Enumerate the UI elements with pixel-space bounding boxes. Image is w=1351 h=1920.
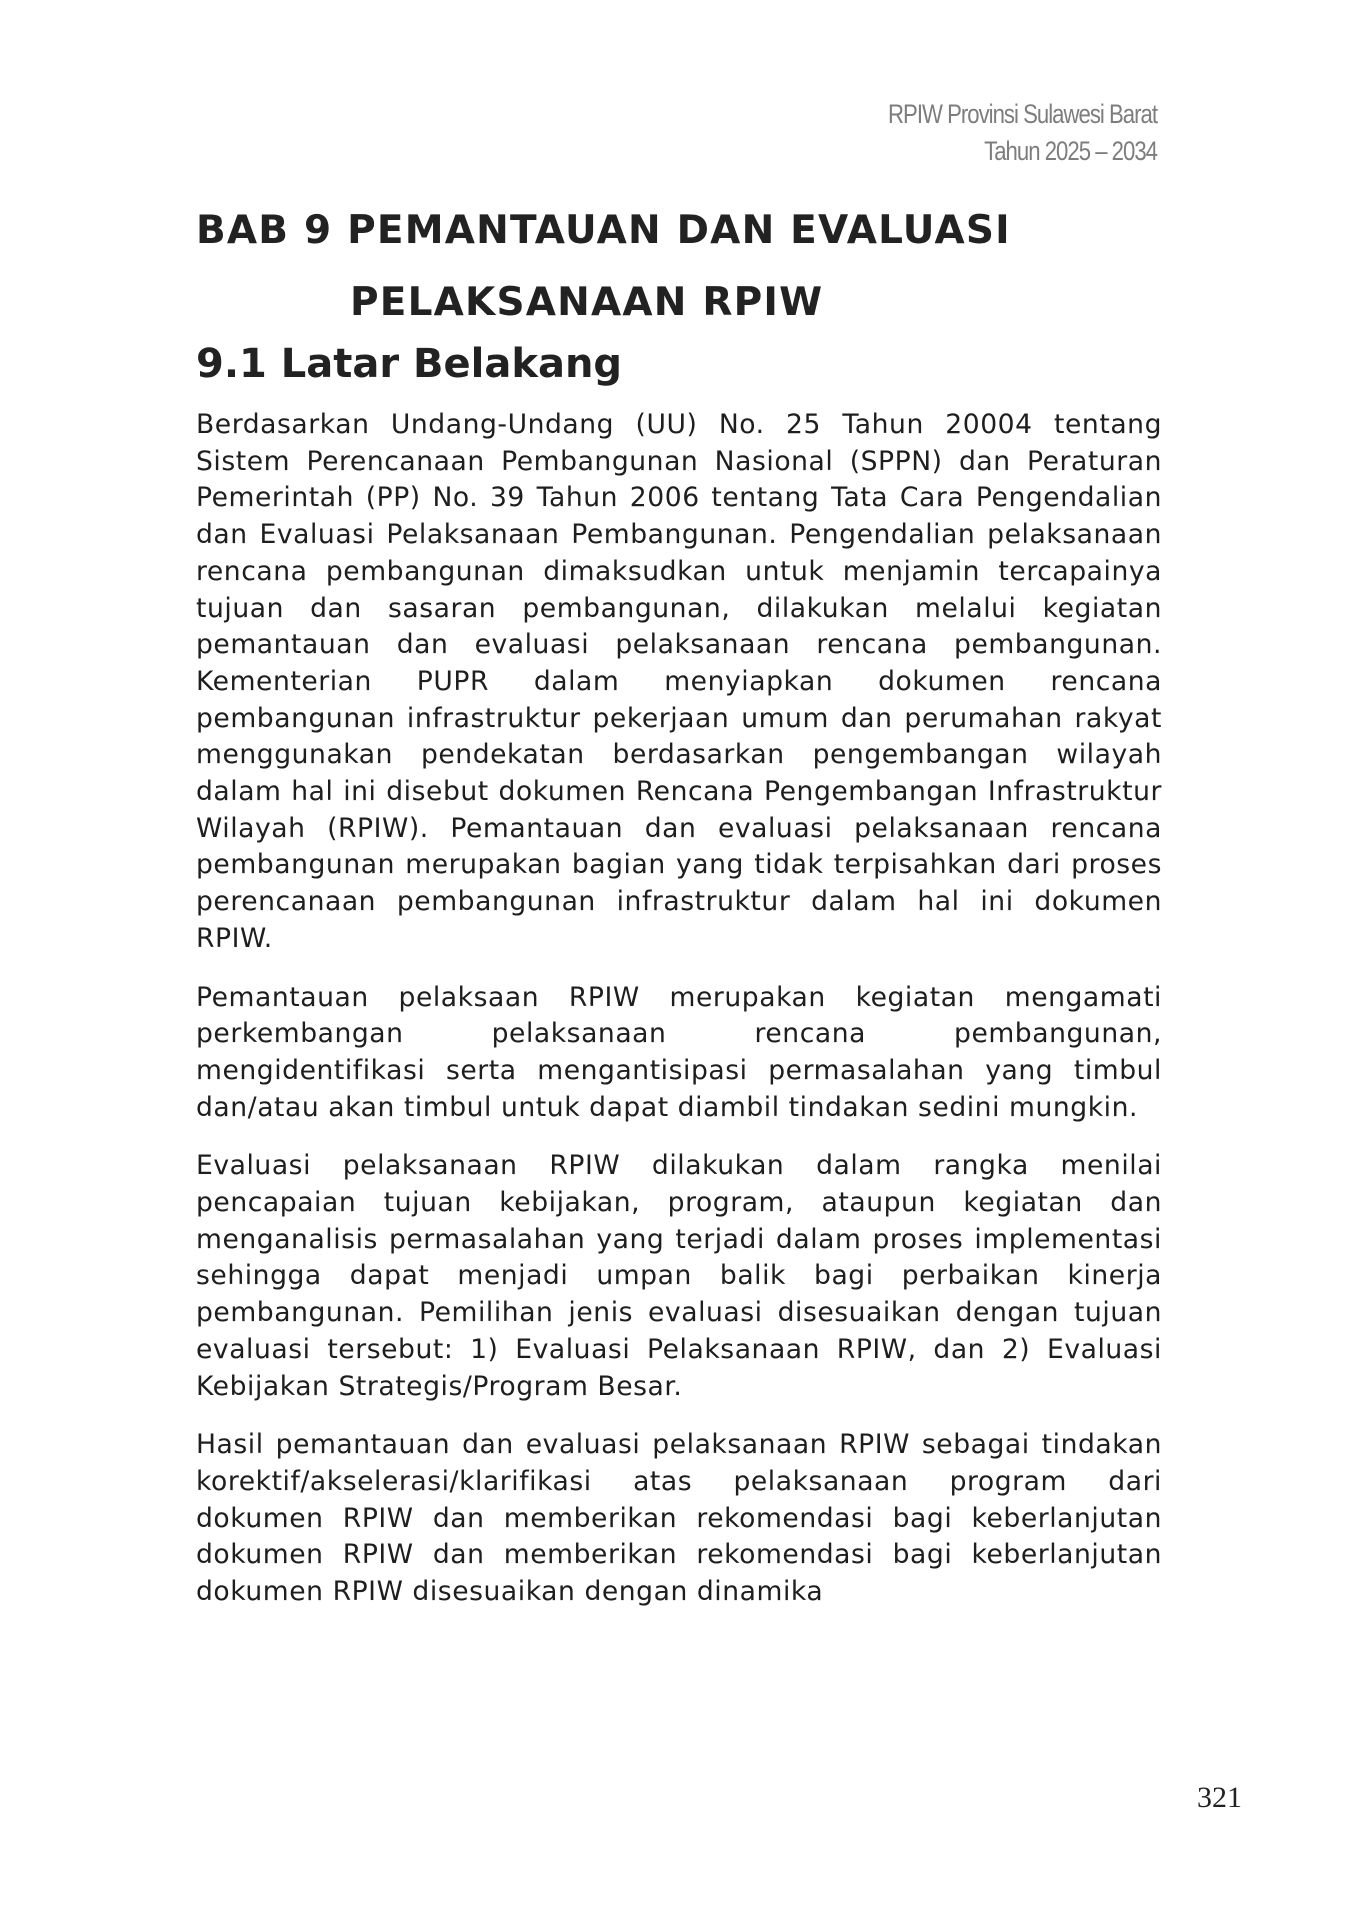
paragraph-results: Hasil pemantauan dan evaluasi pelaksanaan RPIW sebagai tindakan korektif/akselerasi/klarifikasi atas pelaksanaan program dari dokumen RPIW dan memberikan rekomendasi bagi keberlanjutan dokumen RPIW dan memberikan rekomendasi bagi keberlanjutan dokumen RPIW disesuaikan dengan dinamika	[196, 1429, 1162, 1608]
paragraph-background: Berdasarkan Undang-Undang (UU) No. 25 Tahun 20004 tentang Sistem Perencanaan Pembangunan Nasional (SPPN) dan Peraturan Pemerintah (PP) No. 39 Tahun 2006 tentang Tata Cara Pengendalian dan Evaluasi Pelaksanaan Pembangunan. Pengendalian pelaksanaan rencana pembangunan dimaksudkan untuk menjamin tercapainya tujuan dan sasaran pembangunan, dilakukan melalui kegiatan pemantauan dan evaluasi pelaksanaan rencana pembangunan. Kementerian PUPR dalam menyiapkan dokumen rencana pembangunan infrastruktur pekerjaan umum dan perumahan rakyat menggunakan pendekatan berdasarkan pengembangan wilayah dalam hal ini disebut dokumen Rencana Pengembangan Infrastruktur Wilayah (RPIW). Pemantauan dan evaluasi pelaksanaan rencana pembangunan merupakan bagian yang tidak terpisahkan dari proses perencanaan pembangunan infrastruktur dalam hal ini dokumen RPIW.	[196, 409, 1162, 954]
running-header-document: RPIW Provinsi Sulawesi Barat	[888, 99, 1157, 129]
chapter-title	[196, 195, 1176, 339]
page-number: 321	[1197, 1781, 1242, 1814]
running-header-period: Tahun 2025 – 2034	[984, 136, 1157, 166]
body-text	[196, 407, 1162, 1633]
paragraph-evaluation: Evaluasi pelaksanaan RPIW dilakukan dalam rangka menilai pencapaian tujuan kebijakan, program, ataupun kegiatan dan menganalisis permasalahan yang terjadi dalam proses implementasi sehingga dapat menjadi umpan balik bagi perbaikan kinerja pembangunan. Pemilihan jenis evaluasi disesuaikan dengan tujuan evaluasi tersebut: 1) Evaluasi Pelaksanaan RPIW, dan 2) Evaluasi Kebijakan Strategis/Program Besar.	[196, 1150, 1162, 1402]
section-heading: 9.1 Latar Belakang	[196, 341, 623, 387]
paragraph-monitoring: Pemantauan pelaksaan RPIW merupakan kegiatan mengamati perkembangan pelaksanaan rencana pembangunan, mengidentifikasi serta mengantisipasi permasalahan yang timbul dan/atau akan timbul untuk dapat diambil tindakan sedini mungkin.	[196, 981, 1162, 1123]
running-header	[888, 96, 1157, 170]
chapter-title-line-2: PELAKSANAAN RPIW	[350, 280, 824, 325]
chapter-title-line-1: BAB 9 PEMANTAUAN DAN EVALUASI	[196, 208, 1011, 253]
